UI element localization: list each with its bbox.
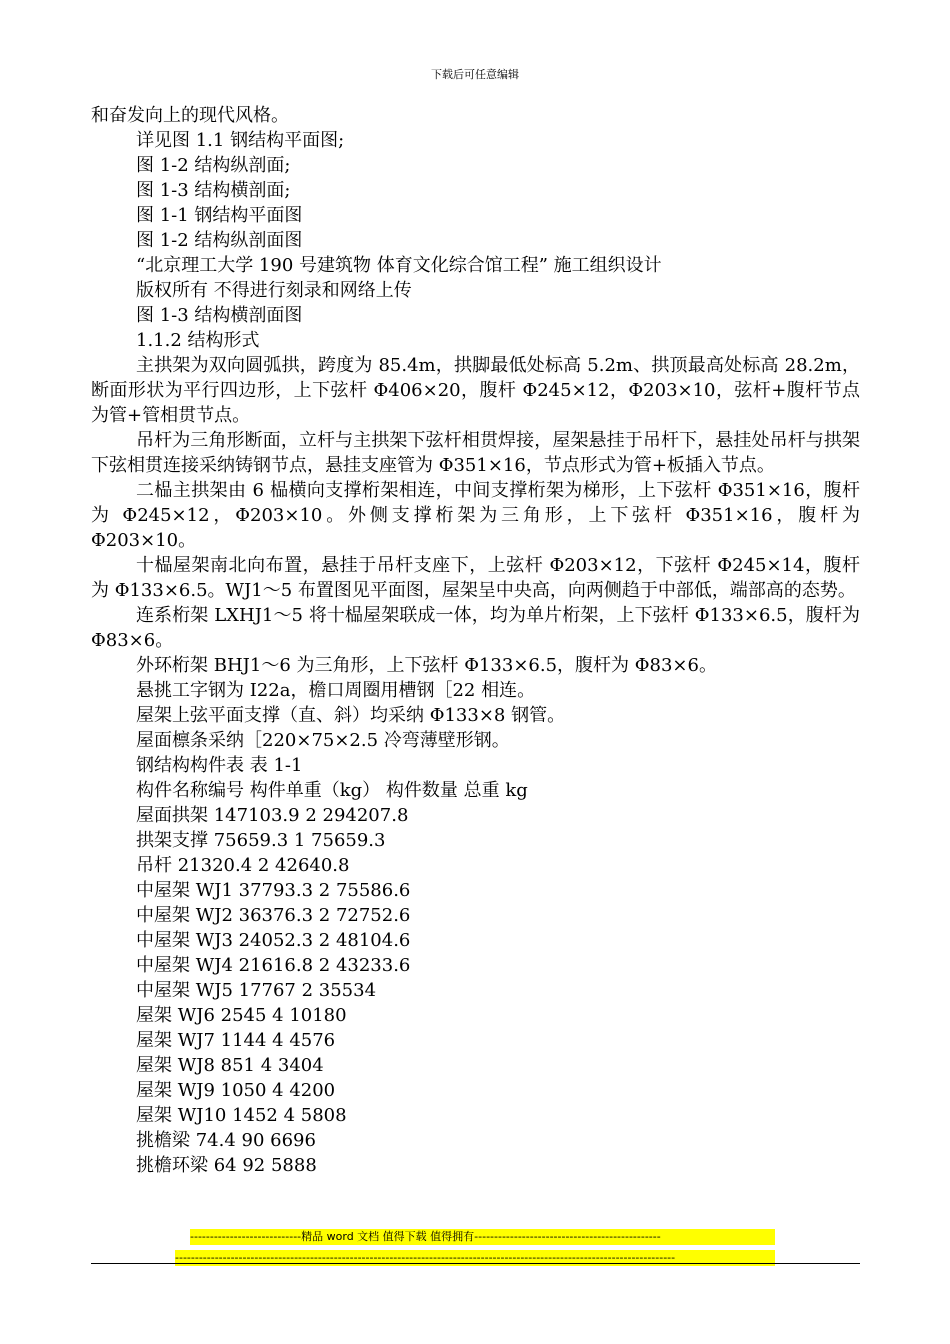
footer-divider <box>91 1263 860 1264</box>
document-title-line: “北京理工大学 190 号建筑物 体育文化综合馆工程” 施工组织设计 <box>136 255 662 276</box>
text-line: 和奋发向上的现代风格。 <box>91 105 289 126</box>
table-row: 中屋架 WJ5 17767 2 35534 <box>136 980 377 1001</box>
table-row: 屋面拱架 147103.9 2 294207.8 <box>136 805 409 826</box>
table-row: 拱架支撑 75659.3 1 75659.3 <box>136 830 386 851</box>
table-row: 中屋架 WJ4 21616.8 2 43233.6 <box>136 955 411 976</box>
footer-banner-line: ----------------------------精品 word 文档 值得下载 值得拥有----------------------------------------------- <box>190 1229 775 1245</box>
footer-banner-line: ------------------------------------------------------------------------------------------------------------------------------ <box>175 1250 775 1266</box>
paragraph: 主拱架为双向圆弧拱，跨度为 85.4m，拱脚最低处标高 5.2m、拱顶最高处标高 28.2m，断面形状为平行四边形，上下弦杆 Φ406×20，腹杆 Φ245×12，Φ203×10，弦杆+腹杆节点为管+管相贯节点。 <box>91 355 860 426</box>
section-heading: 1.1.2 结构形式 <box>136 330 260 351</box>
figure-caption: 图 1-3 结构横剖面图 <box>136 305 303 326</box>
text-line: 图 1-2 结构纵剖面; <box>136 155 291 176</box>
text-line: 屋架上弦平面支撑（直、斜）均采纳 Φ133×8 钢管。 <box>136 705 566 726</box>
table-row: 中屋架 WJ3 24052.3 2 48104.6 <box>136 930 411 951</box>
text-line: 外环桁架 BHJ1～6 为三角形，上下弦杆 Φ133×6.5，腹杆为 Φ83×6。 <box>136 655 717 676</box>
table-row: 屋架 WJ6 2545 4 10180 <box>136 1005 347 1026</box>
paragraph: 二榀主拱架由 6 榀横向支撑桁架相连，中间支撑桁架为梯形，上下弦杆 Φ351×16，腹杆为 Φ245×12，Φ203×10。外侧支撑桁架为三角形，上下弦杆 Φ351×16，腹杆为 Φ203×10。 <box>91 480 860 551</box>
table-row: 屋架 WJ9 1050 4 4200 <box>136 1080 336 1101</box>
text-line: 图 1-3 结构横剖面; <box>136 180 291 201</box>
table-row: 屋架 WJ10 1452 4 5808 <box>136 1105 347 1126</box>
table-row: 中屋架 WJ2 36376.3 2 72752.6 <box>136 905 411 926</box>
table-row: 屋架 WJ7 1144 4 4576 <box>136 1030 336 1051</box>
table-row: 挑檐环梁 64 92 5888 <box>136 1155 317 1176</box>
document-body <box>91 103 860 1178</box>
table-row: 中屋架 WJ1 37793.3 2 75586.6 <box>136 880 411 901</box>
text-line: 屋面檩条采纳［220×75×2.5 冷弯薄壁形钢。 <box>136 730 510 751</box>
paragraph: 吊杆为三角形断面，立杆与主拱架下弦杆相贯焊接，屋架悬挂于吊杆下，悬挂处吊杆与拱架下弦相贯连接采纳铸钢节点，悬挂支座管为 Φ351×16，节点形式为管+板插入节点。 <box>91 430 860 476</box>
figure-caption: 图 1-1 钢结构平面图 <box>136 205 303 226</box>
page-header: 下载后可任意编辑 <box>431 68 519 81</box>
paragraph: 连系桁架 LXHJ1～5 将十榀屋架联成一体，均为单片桁架，上下弦杆 Φ133×6.5，腹杆为 Φ83×6。 <box>91 605 860 651</box>
table-header: 构件名称编号 构件单重（kg） 构件数量 总重 kg <box>136 780 528 801</box>
table-row: 屋架 WJ8 851 4 3404 <box>136 1055 324 1076</box>
table-title: 钢结构构件表 表 1-1 <box>136 755 303 776</box>
text-line: 悬挑工字钢为 I22a，檐口周圈用槽钢［22 相连。 <box>136 680 536 701</box>
table-row: 挑檐梁 74.4 90 6696 <box>136 1130 316 1151</box>
figure-caption: 图 1-2 结构纵剖面图 <box>136 230 303 251</box>
text-line: 详见图 1.1 钢结构平面图; <box>136 130 345 151</box>
copyright-line: 版权所有 不得进行刻录和网络上传 <box>136 280 412 301</box>
paragraph: 十榀屋架南北向布置，悬挂于吊杆支座下，上弦杆 Φ203×12，下弦杆 Φ245×14，腹杆为 Φ133×6.5。WJ1～5 布置图见平面图，屋架呈中央高，向两侧趋于中部低，端部高的态势。 <box>91 555 860 601</box>
table-row: 吊杆 21320.4 2 42640.8 <box>136 855 350 876</box>
footer-banner <box>175 1229 775 1266</box>
